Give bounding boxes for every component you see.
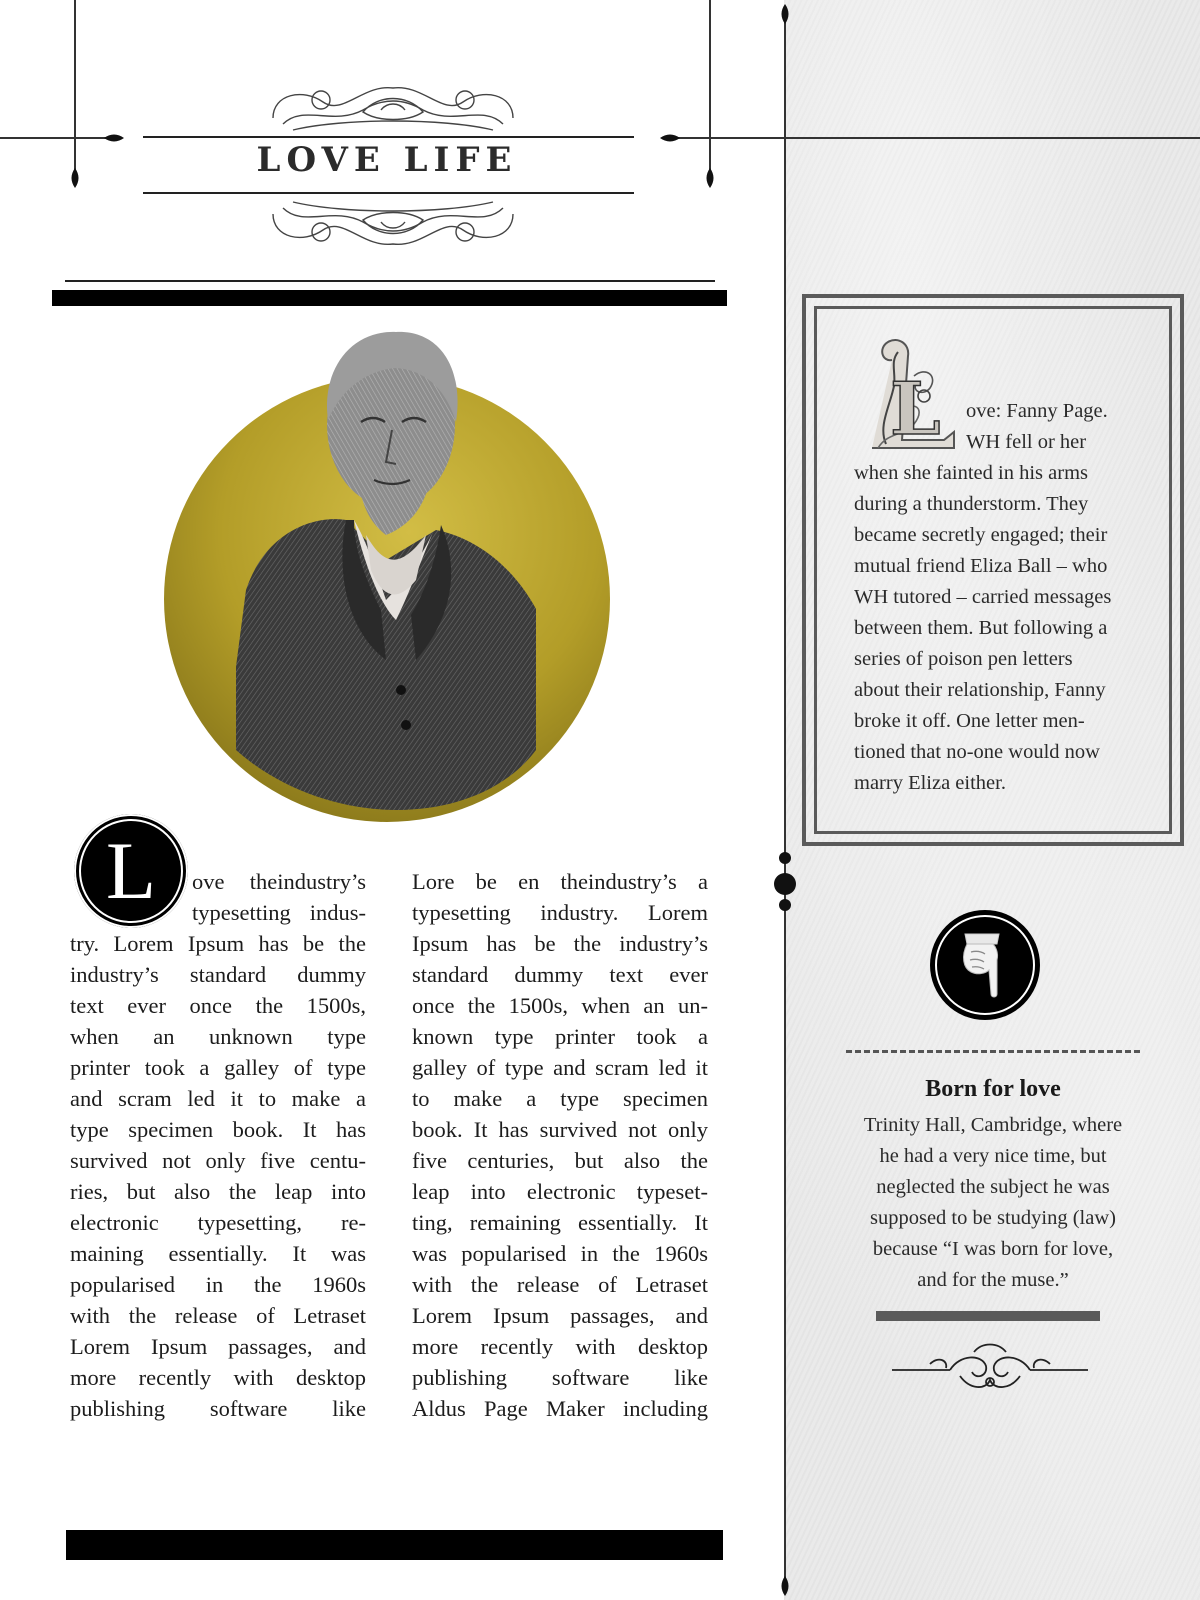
love-box-line: WH tutored – carried messages [854, 586, 1112, 608]
pointing-hand-icon [955, 930, 1015, 1000]
love-box-line: during a thunderstorm. They [854, 493, 1089, 515]
article-line: book. It has survived not only [412, 1117, 708, 1142]
article-line: Ipsum has be the industry’s [412, 931, 708, 956]
article-column-1 [70, 866, 366, 1424]
article-line: maining essentially. It was [70, 1241, 366, 1266]
article-line: leap into electronic typeset- [412, 1179, 708, 1204]
love-box-line: WH fell or her [966, 431, 1087, 453]
article-line: with the release of Letraset [70, 1303, 366, 1328]
sidebar-grey-bar [876, 1311, 1100, 1321]
article-line: popularised in the 1960s [70, 1272, 366, 1297]
frame-line-horizontal-left [0, 137, 110, 139]
born-for-love-line: and for the muse.” [917, 1269, 1069, 1291]
article-line: ting, remaining essentially. It [412, 1210, 708, 1235]
article-line: type specimen book. It has [70, 1117, 366, 1142]
sidebar-flourish-ornament [890, 1340, 1090, 1400]
article-line: typesetting industry. Lorem [412, 900, 708, 925]
dropcap-letter: L [105, 825, 157, 916]
article-line: was popularised in the 1960s [412, 1241, 708, 1266]
dashed-divider [846, 1050, 1140, 1053]
article-line: five centuries, but also the [412, 1148, 708, 1173]
article-line: to make a type specimen [412, 1086, 708, 1111]
article-line: galley of type and scram led it [412, 1055, 708, 1080]
article-line: printer took a galley of type [70, 1055, 366, 1080]
article-line: Lore be en theindustry’s a [412, 869, 708, 894]
born-for-love-line: because “I was born for love, [872, 1238, 1114, 1260]
article-line: publishing software like [70, 1396, 366, 1421]
born-for-love-line: he had a very nice time, but [879, 1145, 1107, 1167]
born-for-love-heading: Born for love [925, 1076, 1061, 1102]
article-line: and scram led it to make a [70, 1086, 366, 1111]
love-box-line: ove: Fanny Page. [966, 400, 1108, 422]
love-box-line: broke it off. One letter men- [854, 710, 1085, 732]
title-rule-top [143, 136, 634, 138]
article-column-2 [412, 866, 708, 1424]
top-flourish-ornament [263, 74, 523, 138]
frame-line-horizontal-right [662, 137, 1200, 139]
footer-rule-thick [66, 1530, 723, 1560]
illuminated-initial-letter: L [890, 366, 941, 451]
article-line: known type printer took a [412, 1024, 708, 1049]
header-rule-thick [52, 290, 727, 306]
frame-line-right-vertical [709, 0, 711, 176]
article-line: text ever once the 1500s, [70, 993, 366, 1018]
love-box-line: tioned that no-one would now [854, 741, 1100, 763]
love-box-line: about their relationship, Fanny [854, 679, 1106, 701]
love-box-line: mutual friend Eliza Ball – who [854, 555, 1108, 577]
article-line: industry’s standard dummy [70, 962, 366, 987]
love-box-line: when she fainted in his arms [854, 462, 1088, 484]
born-for-love-text [836, 1110, 1150, 1296]
page-title: LOVE LIFE [256, 140, 518, 180]
article-line: publishing software like [412, 1365, 708, 1390]
love-box-line: series of poison pen letters [854, 648, 1073, 670]
article-line: Lorem Ipsum passages, and [412, 1303, 708, 1328]
article-line: with the release of Letraset [412, 1272, 708, 1297]
article-line: more recently with desktop [412, 1334, 708, 1359]
article-line: once the 1500s, when an un- [412, 993, 708, 1018]
frame-line-left-vertical [74, 0, 76, 176]
love-box-line: marry Eliza either. [854, 772, 1006, 794]
article-line: ries, but also the leap into [70, 1179, 366, 1204]
article-line: standard dummy text ever [412, 962, 708, 987]
article-line: when an unknown type [70, 1024, 366, 1049]
article-line: Aldus Page Maker including [412, 1396, 708, 1421]
born-for-love-line: neglected the subject he was [876, 1176, 1110, 1198]
article-line: typesetting indus- [192, 900, 366, 925]
article-line: survived not only five centu- [70, 1148, 366, 1173]
bottom-flourish-ornament [263, 194, 523, 258]
love-box-line: between them. But following a [854, 617, 1108, 639]
article-line: try. Lorem Ipsum has be the [70, 931, 366, 956]
portrait-engraving [236, 330, 536, 820]
article-line: more recently with desktop [70, 1365, 366, 1390]
born-for-love-line: Trinity Hall, Cambridge, where [863, 1114, 1123, 1136]
love-box-line: became secretly engaged; their [854, 524, 1108, 546]
sidebar-divider-vertical [784, 10, 786, 1590]
article-line: electronic typesetting, re- [70, 1210, 366, 1235]
header-rule-thin [65, 280, 715, 282]
born-for-love-line: supposed to be studying (law) [870, 1207, 1116, 1229]
article-line: ove theindustry’s [192, 869, 366, 894]
love-box-text [854, 396, 1144, 799]
article-line: Lorem Ipsum passages, and [70, 1334, 366, 1359]
